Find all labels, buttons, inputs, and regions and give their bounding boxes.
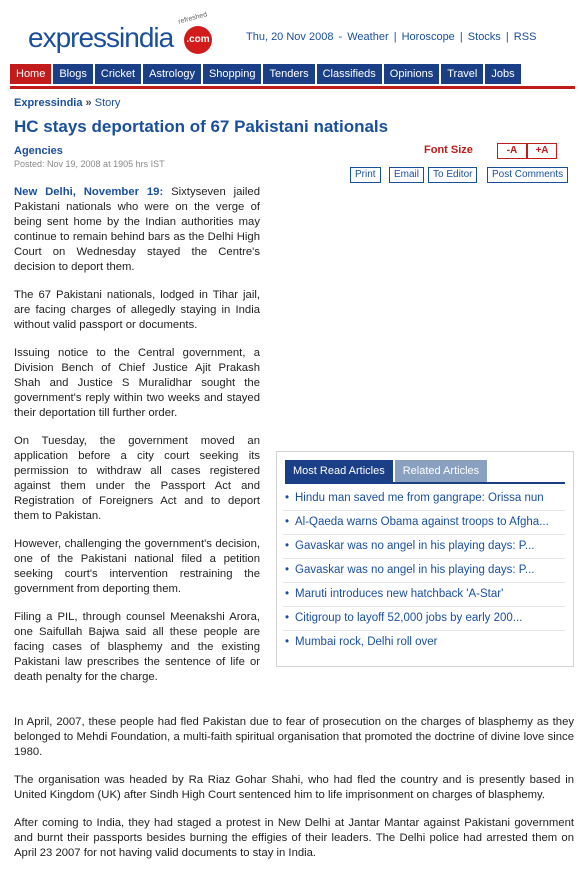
bullet-icon: • [285,588,290,600]
article-source[interactable]: Agencies [14,145,63,157]
tab-underline [285,482,565,484]
bullet-icon: • [285,540,290,552]
articles-tabs [285,460,487,482]
rss-link[interactable]: RSS [513,31,537,43]
bullet-icon: • [285,564,290,576]
list-item[interactable]: • Gavaskar was no angel in his playing days: P... [283,539,565,559]
nav-blogs[interactable]: Blogs [53,64,93,84]
list-item[interactable]: • Gavaskar was no angel in his playing days: P... [283,563,565,583]
breadcrumb-separator: » [85,97,92,109]
font-decrease-label: -A [506,145,518,156]
article-paragraph: The 67 Pakistani nationals, lodged in Tihar jail, are facing charges of allegedly staying in India without valid passport or documents. [14,289,260,331]
breadcrumb-site[interactable]: Expressindia [14,97,83,109]
list-item[interactable]: • Maruti introduces new hatchback 'A-Star' [283,587,565,607]
bullet-icon: • [285,636,290,648]
article-body-narrow [14,185,260,698]
stocks-link[interactable]: Stocks [467,31,501,43]
nav-astrology[interactable]: Astrology [143,64,201,84]
article-paragraph: After coming to India, they had staged a protest in New Delhi at Jantar Mantar against Pakistani government and burnt their passports besides burning the effigies of their leaders. The Delhi police had arrested them on April 23 2007 for not having valid documents to stay in India. [14,817,574,859]
font-size-label: Font Size [424,144,473,156]
breadcrumb-section[interactable]: Story [94,97,121,109]
article-paragraph: On Tuesday, the government moved an application before a city court seeking its permission to withdraw all cases registered against them under the Passport Act and Registration of Foreigners Act and to deport them to Pakistan. [14,435,260,522]
bullet-icon: • [285,492,290,504]
nav-cricket[interactable]: Cricket [95,64,141,84]
article-dateline: New Delhi, November 19: [14,186,164,198]
tab-most-read[interactable]: Most Read Articles [285,460,393,482]
bullet-icon: • [285,516,290,528]
nav-travel[interactable]: Travel [441,64,483,84]
to-editor-button[interactable]: To Editor [428,167,477,183]
nav-classifieds[interactable]: Classifieds [317,64,382,84]
nav-shopping[interactable]: Shopping [203,64,262,84]
breadcrumb [14,97,120,109]
article-body-wide [14,715,574,874]
top-links: Thu, 20 Nov 2008 - Weather | Horoscope | Stocks | RSS [246,31,537,43]
list-item[interactable]: • Mumbai rock, Delhi roll over [285,636,438,648]
article-paragraph: Issuing notice to the Central government, a Division Bench of Chief Justice Ajit Prakash Shah and Justice S Muralidhar sought the government's reply within two weeks and stayed their deportation till further order. [14,347,260,419]
bullet-icon: • [285,612,290,624]
articles-panel [276,451,574,667]
article-paragraph: The organisation was headed by Ra Riaz Gohar Shahi, who had fled the country and is presently based in United Kingdom (UK) after Sindh High Court sentenced him to life imprisonment on charges of blasphemy. [14,774,574,801]
weather-link[interactable]: Weather [347,31,389,43]
email-button[interactable]: Email [389,167,424,183]
article-paragraph: New Delhi, November 19: Sixtyseven jailed Pakistani nationals who were on the verge of being sent home by the Indian authorities may continue to remain behind bars as the Delhi High Court on Wednesday stayed the Centre's decision to deport them. [14,186,260,273]
most-read-list [283,491,565,658]
article-paragraph: Filing a PIL, through counsel Meenakshi Arora, one Saifullah Bajwa said all these people are facing cases of blasphemy and the existing Pakistani law prescribes the sentence of life or death penalty for the charge. [14,611,260,683]
article-posted: Posted: Nov 19, 2008 at 1905 hrs IST [14,159,165,169]
main-nav [10,64,575,89]
font-increase-label: +A [535,145,549,156]
article-title: HC stays deportation of 67 Pakistani nationals [14,117,389,136]
list-item[interactable]: • Al-Qaeda warns Obama against troops to Afgha... [283,515,565,535]
header-date: Thu, 20 Nov 2008 [246,31,334,43]
logo-com-badge: .com [184,26,212,54]
print-button[interactable]: Print [350,167,381,183]
tab-related[interactable]: Related Articles [395,460,487,482]
nav-opinions[interactable]: Opinions [384,64,439,84]
font-increase-button[interactable] [527,143,557,159]
nav-jobs[interactable]: Jobs [485,64,520,84]
horoscope-link[interactable]: Horoscope [401,31,455,43]
site-logo[interactable] [26,11,226,58]
list-item[interactable]: • Citigroup to layoff 52,000 jobs by early 200... [283,611,565,631]
nav-tenders[interactable]: Tenders [263,64,314,84]
logo-text: expressindia [28,22,174,53]
post-comments-button[interactable]: Post Comments [487,167,568,183]
article-paragraph: In April, 2007, these people had fled Pakistan due to fear of prosecution on the charges of blasphemy as they belonged to Mehdi Foundation, a multi-faith spiritual organisation that promoted the doctrine of divine love since 1980. [14,716,574,758]
nav-home[interactable]: Home [10,64,51,84]
article-paragraph: However, challenging the government's decision, one of the Pakistani national filed a petition seeking court's intervention restraining the government from deporting them. [14,538,260,595]
logo-tagline: refreshed [177,11,208,26]
font-decrease-button[interactable] [497,143,527,159]
list-item[interactable]: • Hindu man saved me from gangrape: Orissa nun [283,491,565,511]
